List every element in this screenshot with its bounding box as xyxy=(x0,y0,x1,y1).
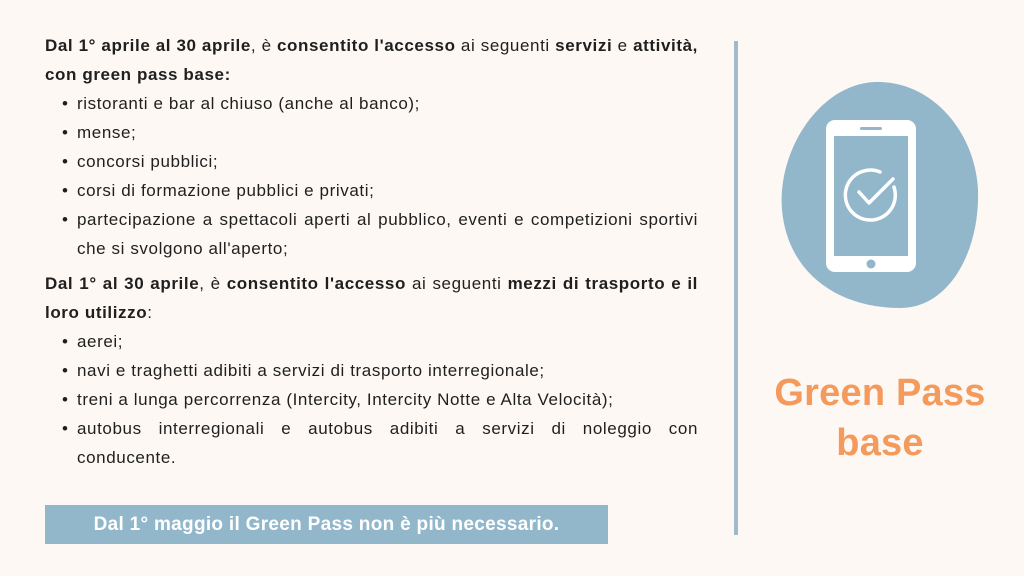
content-column xyxy=(45,31,698,476)
intro-bold-1: Dal 1° al 30 aprile xyxy=(45,274,200,293)
services-list xyxy=(45,89,698,263)
title-line-2: base xyxy=(836,422,924,464)
list-item: • mense; xyxy=(45,118,698,147)
intro-bold-2: consentito l'accesso xyxy=(226,274,406,293)
intro-bold-3: mezzi di trasporto e il loro utilizzo xyxy=(45,274,698,322)
intro-text: e xyxy=(612,36,634,55)
intro-text: ai seguenti xyxy=(405,274,508,293)
list-item: • navi e traghetti adibiti a servizi di trasporto interregionale; xyxy=(45,356,698,385)
banner-text: Dal 1° maggio il Green Pass non è più necessario. xyxy=(93,513,560,535)
may-notice-banner xyxy=(45,505,608,544)
list-item: • treni a lunga percorrenza (Intercity, Intercity Notte e Alta Velocità); xyxy=(45,385,698,414)
list-item: • partecipazione a spettacoli aperti al pubblico, eventi e competizioni sportivi che si svolgono all'aperto; xyxy=(45,205,698,263)
intro-bold-1: Dal 1° aprile al 30 aprile xyxy=(45,36,251,55)
smartphone-check-icon xyxy=(780,80,980,310)
intro-text: , è xyxy=(250,36,277,55)
phone-blob-illustration xyxy=(780,80,980,310)
intro-bold-4: attività, con green pass base: xyxy=(45,36,698,84)
section2-intro xyxy=(45,269,698,327)
section1-intro xyxy=(45,31,698,89)
intro-text: : xyxy=(147,303,153,322)
vertical-divider xyxy=(734,41,738,535)
intro-text: , è xyxy=(199,274,227,293)
title-line-1: Green Pass xyxy=(774,372,986,414)
list-item: • aerei; xyxy=(45,327,698,356)
intro-text: ai seguenti xyxy=(455,36,556,55)
list-item: • corsi di formazione pubblici e privati; xyxy=(45,176,698,205)
intro-bold-3: servizi xyxy=(555,36,613,55)
transport-list xyxy=(45,327,698,472)
intro-bold-2: consentito l'accesso xyxy=(276,36,456,55)
list-item: • concorsi pubblici; xyxy=(45,147,698,176)
green-pass-title xyxy=(760,368,1000,468)
list-item: • ristoranti e bar al chiuso (anche al banco); xyxy=(45,89,698,118)
list-item: • autobus interregionali e autobus adibiti a servizi di noleggio con conducente. xyxy=(45,414,698,472)
